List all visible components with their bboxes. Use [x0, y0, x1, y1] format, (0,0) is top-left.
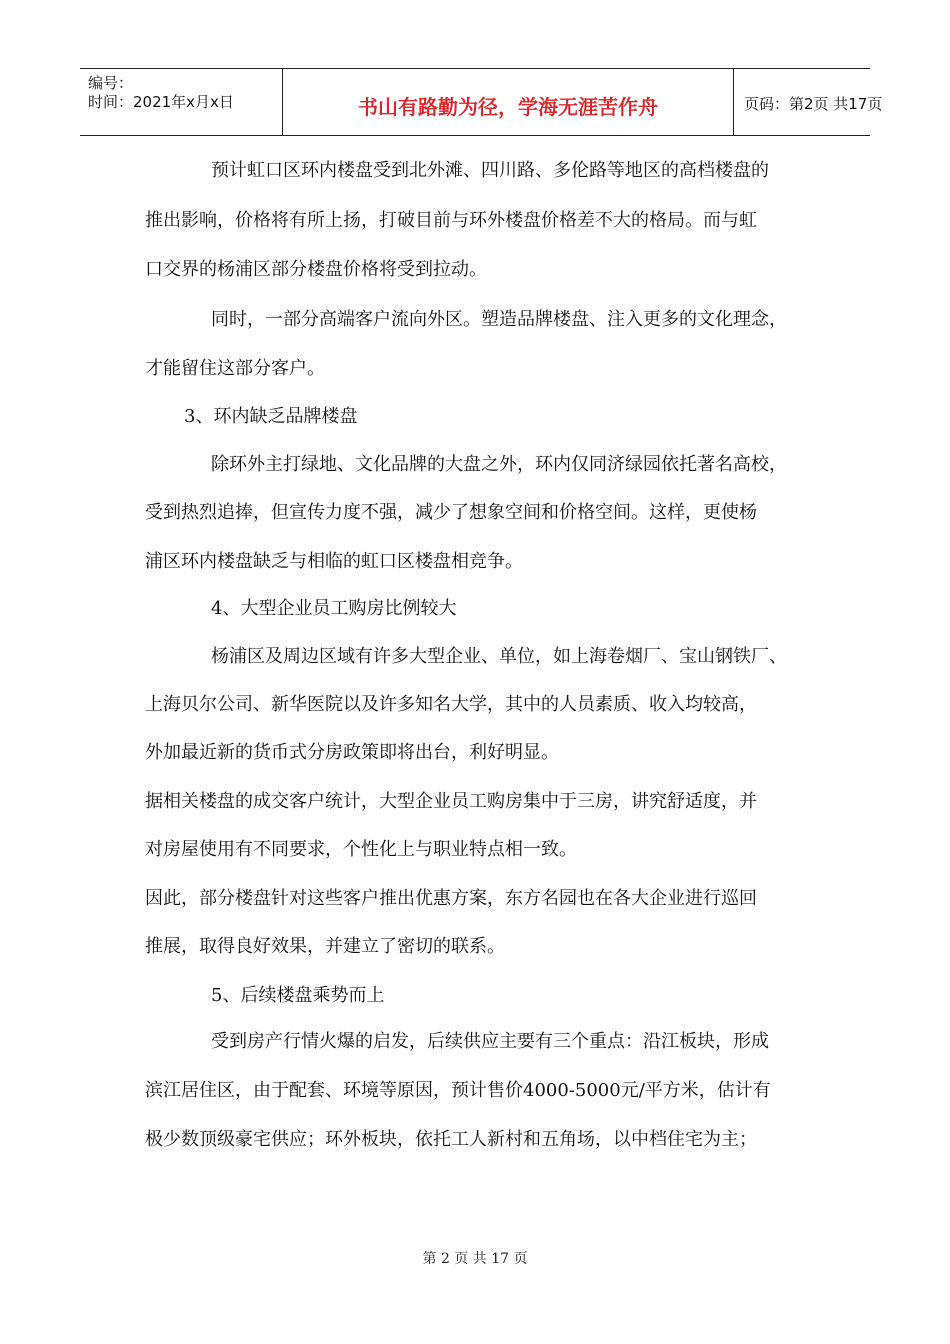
page-footer: 第 2 页 共 17 页 — [422, 1251, 528, 1267]
header-meta-cell — [80, 69, 282, 135]
body-line: 受到房产行情火爆的启发，后续供应主要有三个重点：沿江板块，形成 — [211, 1031, 769, 1052]
header-motto-cell — [282, 69, 734, 135]
body-line: 极少数顶级豪宅供应；环外板块，依托工人新村和五角场，以中档住宅为主； — [145, 1129, 757, 1150]
body-line: 同时，一部分高端客户流向外区。塑造品牌楼盘、注入更多的文化理念， — [211, 309, 787, 330]
body-line: 上海贝尔公司、新华医院以及许多知名大学，其中的人员素质、收入均较高， — [145, 694, 757, 715]
header-page-cell — [734, 69, 883, 135]
section-heading: 5、后续楼盘乘势而上 — [211, 985, 385, 1006]
body-line: 预计虹口区环内楼盘受到北外滩、四川路、多伦路等地区的高档楼盘的 — [211, 160, 769, 181]
document-header — [80, 68, 883, 136]
body-line: 杨浦区及周边区域有许多大型企业、单位，如上海卷烟厂、宝山钢铁厂、 — [211, 646, 787, 667]
document-date-label: 时间：2021年x月x日 — [88, 93, 234, 111]
document-number-label: 编号： — [88, 74, 134, 92]
body-line: 浦区环内楼盘缺乏与相临的虹口区楼盘相竞争。 — [145, 551, 523, 572]
body-line: 外加最近新的货币式分房政策即将出台，利好明显。 — [145, 742, 559, 763]
body-line: 因此，部分楼盘针对这些客户推出优惠方案，东方名园也在各大企业进行巡回 — [145, 888, 757, 909]
body-line: 除环外主打绿地、文化品牌的大盘之外，环内仅同济绿园依托著名高校， — [211, 454, 787, 475]
body-line: 滨江居住区，由于配套、环境等原因，预计售价4000-5000元/平方米，估计有 — [145, 1080, 771, 1101]
header-page-info: 页码：第2页 共17页 — [744, 95, 883, 113]
body-line: 才能留住这部分客户。 — [145, 358, 325, 379]
body-line: 受到热烈追捧，但宣传力度不强，减少了想象空间和价格空间。这样，更使杨 — [145, 502, 757, 523]
header-motto: 书山有路勤为径，学海无涯苦作舟 — [358, 95, 658, 119]
section-heading: 3、环内缺乏品牌楼盘 — [184, 406, 358, 427]
body-line: 口交界的杨浦区部分楼盘价格将受到拉动。 — [145, 259, 487, 280]
body-line: 对房屋使用有不同要求，个性化上与职业特点相一致。 — [145, 839, 577, 860]
body-line: 推出影响，价格将有所上扬，打破目前与环外楼盘价格差不大的格局。而与虹 — [145, 210, 757, 231]
section-heading: 4、大型企业员工购房比例较大 — [211, 598, 457, 619]
body-line: 推展，取得良好效果，并建立了密切的联系。 — [145, 936, 505, 957]
body-line: 据相关楼盘的成交客户统计，大型企业员工购房集中于三房，讲究舒适度，并 — [145, 791, 757, 812]
